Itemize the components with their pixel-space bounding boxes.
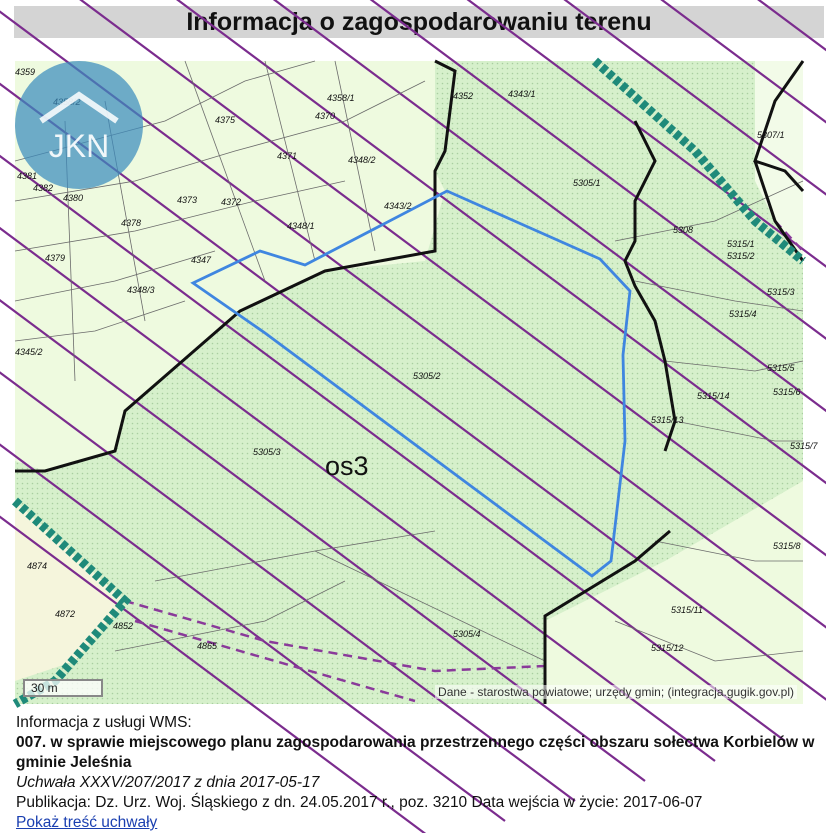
parcel-label: 4375 (215, 115, 236, 125)
jkn-logo-icon (15, 61, 143, 189)
parcel-label: 5315/2 (727, 251, 755, 261)
parcel-label: 4382 (33, 183, 54, 193)
page-header (14, 6, 824, 38)
logo-text: JKN (48, 128, 110, 164)
plan-title: 007. w sprawie miejscowego planu zagospodarowania przestrzennego części obszaru sołectwa Korbielów w gminie Jeleśnia (16, 734, 815, 771)
resolution-text: Uchwała XXXV/207/2017 z dnia 2017-05-17 (16, 774, 320, 791)
parcel-label: 4352 (453, 91, 474, 101)
parcel-label: 4348/1 (287, 221, 315, 231)
map-attribution: Dane - starostwa powiatowe; urzędy gmin; (integracja.gugik.gov.pl) (435, 685, 797, 699)
parcel-label: 5315/13 (651, 415, 684, 425)
parcel-label: 4379 (45, 253, 66, 263)
publication-text: Publikacja: Dz. Urz. Woj. Śląskiego z dn. 24.05.2017 r., poz. 3210 Data wejścia w życie: 2017-06-07 (16, 794, 703, 811)
parcel-label: 4358/1 (327, 93, 355, 103)
parcel-label: 5315/8 (773, 541, 801, 551)
parcel-label: 4347 (191, 255, 212, 265)
parcel-label: 4345/2 (15, 347, 43, 357)
parcel-label: 5305/1 (573, 178, 601, 188)
parcel-label: 4874 (27, 561, 48, 571)
parcel-label: 5315/3 (767, 287, 795, 297)
parcel-label: 5315/5 (767, 363, 795, 373)
scale-bar: 30 m (23, 679, 103, 697)
parcel-label: 4359 (15, 67, 36, 77)
parcel-label: 4370 (315, 111, 336, 121)
parcel-label: 4348/3 (127, 285, 155, 295)
parcel-label: 5315/7 (790, 441, 818, 451)
zone-symbol-label: os3 (325, 451, 369, 481)
parcel-label: 5315/1 (727, 239, 755, 249)
map-view[interactable] (15, 61, 818, 704)
parcel-label: 5315/11 (671, 605, 703, 615)
parcel-label: 4381 (17, 171, 38, 181)
page-title: Informacja o zagospodarowaniu terenu (186, 7, 652, 36)
info-panel (16, 713, 822, 833)
parcel-label: 5315/14 (697, 391, 730, 401)
parcel-label: 4380 (63, 193, 84, 203)
source-label: Informacja z usługi WMS: (16, 714, 192, 731)
parcel-label: 5315/4 (729, 309, 757, 319)
parcel-label: 4372 (221, 197, 242, 207)
parcel-label: 4872 (55, 609, 76, 619)
parcel-label: 4373 (177, 195, 198, 205)
parcel-label: 5305/4 (453, 629, 481, 639)
show-resolution-link[interactable]: Pokaż treść uchwały (16, 814, 158, 831)
parcel-label: 4852 (113, 621, 134, 631)
parcel-label: 5315/6 (773, 387, 801, 397)
parcel-label: 5305/3 (253, 447, 281, 457)
parcel-label: 4371 (277, 151, 298, 161)
parcel-label: 4348/2 (348, 155, 376, 165)
parcel-label: 5305/2 (413, 371, 441, 381)
parcel-label: 4865 (197, 641, 218, 651)
parcel-label: 4343/1 (508, 89, 536, 99)
parcel-label: 5308 (673, 225, 694, 235)
parcel-label: 5307/1 (757, 130, 785, 140)
parcel-label: 4343/2 (384, 201, 412, 211)
parcel-label: 5315/12 (651, 643, 684, 653)
parcel-label: 4378 (121, 218, 142, 228)
